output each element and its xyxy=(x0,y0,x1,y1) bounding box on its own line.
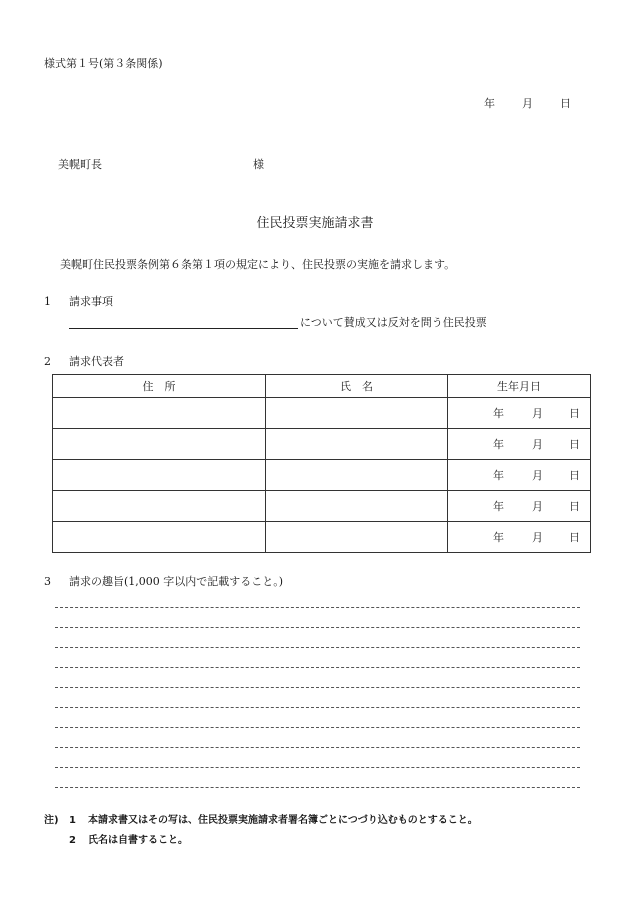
address-cell[interactable] xyxy=(53,460,266,491)
purpose-line[interactable] xyxy=(55,647,580,648)
birth-day-label: 日 xyxy=(569,469,580,482)
purpose-line[interactable] xyxy=(55,627,580,628)
address-cell[interactable] xyxy=(53,398,266,429)
date-day-label: 日 xyxy=(560,97,571,110)
section1-heading: 請求事項 xyxy=(69,295,113,308)
note-number: 2 xyxy=(69,835,76,846)
date-year-label: 年 xyxy=(484,97,495,110)
addressee-honorific: 様 xyxy=(253,158,264,171)
birth-day-label: 日 xyxy=(569,407,580,420)
purpose-line[interactable] xyxy=(55,727,580,728)
address-cell[interactable] xyxy=(53,491,266,522)
birth-year-label: 年 xyxy=(493,407,504,420)
table-row xyxy=(53,491,591,522)
birth-month-label: 月 xyxy=(532,438,543,451)
birthdate-cell[interactable] xyxy=(448,398,591,429)
name-cell[interactable] xyxy=(266,522,448,553)
column-header-birthdate: 生年月日 xyxy=(448,375,591,398)
table-header-row xyxy=(53,375,591,398)
purpose-line[interactable] xyxy=(55,687,580,688)
note-text: 本請求書又はその写は、住民投票実施請求者署名簿ごとにつづり込むものとすること。 xyxy=(88,815,478,826)
birth-month-label: 月 xyxy=(532,531,543,544)
addressee-name: 美幌町長 xyxy=(58,158,102,171)
birth-day-label: 日 xyxy=(569,500,580,513)
purpose-line[interactable] xyxy=(55,767,580,768)
date-month-label: 月 xyxy=(522,97,533,110)
birth-day-label: 日 xyxy=(569,531,580,544)
purpose-line[interactable] xyxy=(55,747,580,748)
birthdate-cell[interactable] xyxy=(448,429,591,460)
address-cell[interactable] xyxy=(53,429,266,460)
table-row xyxy=(53,460,591,491)
section2-number: 2 xyxy=(44,355,51,368)
section3-number: 3 xyxy=(44,575,51,588)
birth-year-label: 年 xyxy=(493,500,504,513)
intro-text: 美幌町住民投票条例第６条第１項の規定により、住民投票の実施を請求します。 xyxy=(60,258,456,271)
name-cell[interactable] xyxy=(266,491,448,522)
birth-year-label: 年 xyxy=(493,469,504,482)
name-cell[interactable] xyxy=(266,429,448,460)
request-item-blank[interactable] xyxy=(69,317,298,329)
birthdate-cell[interactable] xyxy=(448,522,591,553)
purpose-line[interactable] xyxy=(55,787,580,788)
section1-number: 1 xyxy=(44,295,51,308)
name-cell[interactable] xyxy=(266,460,448,491)
purpose-line[interactable] xyxy=(55,667,580,668)
birth-day-label: 日 xyxy=(569,438,580,451)
birth-month-label: 月 xyxy=(532,500,543,513)
table-row xyxy=(53,522,591,553)
birthdate-cell[interactable] xyxy=(448,460,591,491)
purpose-line[interactable] xyxy=(55,707,580,708)
table-row xyxy=(53,398,591,429)
notes-label: 注) xyxy=(44,815,59,826)
section1-suffix: について賛成又は反対を問う住民投票 xyxy=(300,316,487,329)
address-cell[interactable] xyxy=(53,522,266,553)
table-row xyxy=(53,429,591,460)
birthdate-cell[interactable] xyxy=(448,491,591,522)
note-text: 氏名は自書すること。 xyxy=(88,835,188,846)
section3-heading: 請求の趣旨(1,000 字以内で記載すること。) xyxy=(69,575,284,588)
birth-year-label: 年 xyxy=(493,438,504,451)
column-header-name: 氏 名 xyxy=(266,375,448,398)
representative-table xyxy=(52,374,591,553)
birth-month-label: 月 xyxy=(532,407,543,420)
birth-year-label: 年 xyxy=(493,531,504,544)
document-title: 住民投票実施請求書 xyxy=(256,216,374,231)
birth-month-label: 月 xyxy=(532,469,543,482)
column-header-address: 住 所 xyxy=(53,375,266,398)
form-reference: 様式第１号(第３条関係) xyxy=(44,57,163,70)
note-number: 1 xyxy=(69,815,76,826)
name-cell[interactable] xyxy=(266,398,448,429)
purpose-line[interactable] xyxy=(55,607,580,608)
section2-heading: 請求代表者 xyxy=(69,355,124,368)
